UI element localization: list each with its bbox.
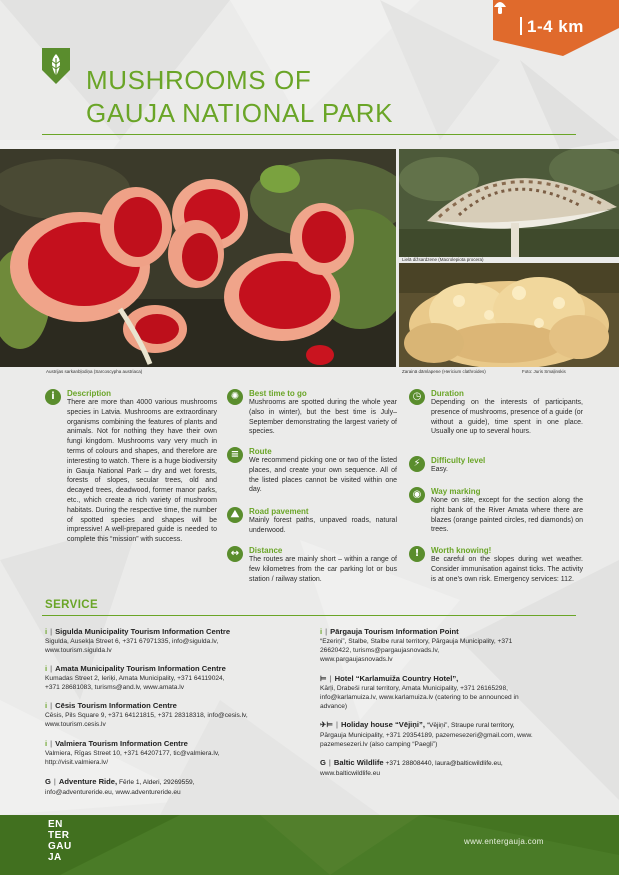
difficulty-icon: ⚡ <box>409 456 425 472</box>
service-inline-detail: +371 28808440, laura@balticwildlife.eu, <box>383 760 503 767</box>
difficulty-text: Easy. <box>431 466 448 473</box>
clock-icon: ◷ <box>409 389 425 405</box>
guide-icon: G <box>320 758 326 767</box>
service-line: Pārgauja Municipality, +371 29354189, pazemesezeri@gmail.com, www. <box>320 732 533 739</box>
hiker-bed-icon: ✈⊨ <box>320 720 333 729</box>
service-amata <box>45 664 315 692</box>
separator: | <box>325 627 328 636</box>
service-valmiera <box>45 739 315 767</box>
difficulty-title: Difficulty level <box>431 456 486 465</box>
bottom-right-photo-caption: Zarainā dāmlapene (Hericium clathroides) <box>402 369 486 374</box>
info-best-time <box>227 389 397 439</box>
logo-line: JA <box>48 852 62 863</box>
info-road-pavement <box>227 507 397 537</box>
service-name: Sigulda Municipality Tourism Information Centre <box>55 627 231 636</box>
guide-icon: G <box>45 777 51 786</box>
service-line: www.balticwildlife.eu <box>320 770 381 777</box>
enter-gauja-logo <box>48 819 72 863</box>
way-marking-text: None on site, except for the section along the right bank of the River Amata where there are blazes (orange painted circles, red diamonds) on trees. <box>431 497 583 534</box>
photo-scarlet-elf-cup <box>0 149 396 367</box>
info-point-icon: i <box>45 701 48 710</box>
service-line: Cēsis, Pils Square 9, +371 64121815, +371 28318318, info@cesis.lv, <box>45 712 248 719</box>
service-line: Valmiera, Rīgas Street 10, +371 64207177, tic@valmiera.lv, <box>45 750 220 757</box>
service-name: Hotel “Karlamuiža Country Hotel”, <box>334 674 459 683</box>
worth-knowing-title: Worth knowing! <box>431 546 492 555</box>
route-title: Route <box>249 447 272 456</box>
info-duration <box>409 389 583 449</box>
service-name: Holiday house “Vējiņi”, <box>340 720 425 729</box>
road-icon: ⛰ <box>227 507 243 523</box>
info-icon: i <box>45 389 61 405</box>
service-sigulda <box>45 627 315 655</box>
service-pargauja <box>320 627 580 664</box>
service-line: Sigulda, Ausekļa Street 6, +371 67971335, info@sigulda.lv, <box>45 638 219 645</box>
separator: | <box>329 674 332 683</box>
photo-coral-fungus <box>399 263 619 367</box>
footer <box>0 815 619 875</box>
service-line: 26620422, turisms@pargaujasnovads.lv, <box>320 647 440 654</box>
badge-label: 1-4 km <box>527 17 584 36</box>
route-icon: ≡ <box>227 447 243 463</box>
photo-credit: Foto: Juris Smaļinskis <box>522 369 566 374</box>
service-vejini <box>320 720 580 749</box>
info-worth-knowing <box>409 546 583 596</box>
service-line: Kārļi, Drabeši rural territory, Amata Municipality, +371 26165298, <box>320 685 508 692</box>
road-title: Road pavement <box>249 507 309 516</box>
service-name: Cēsis Tourism Information Centre <box>55 701 177 710</box>
service-divider <box>42 615 576 616</box>
main-photo-caption: Austrijas sarkanbļodiņa (Sarcoscypha austriaca) <box>46 369 143 374</box>
road-text: Mainly forest paths, unpaved roads, natural underwood. <box>249 517 397 534</box>
info-route <box>227 447 397 497</box>
service-line: http://visit.valmiera.lv/ <box>45 759 109 766</box>
service-inline-detail: Fērle 1, Alderi, 29269559, <box>117 779 195 786</box>
distance-text: The routes are mainly short – within a range of few kilometres from the car parking lot or bus station / railway station. <box>249 556 397 583</box>
service-line: www.pargaujasnovads.lv <box>320 656 393 663</box>
separator: | <box>328 758 331 767</box>
service-line: info@adventureride.eu, www.adventureride.eu <box>45 789 181 796</box>
service-name: Adventure Ride, <box>58 777 118 786</box>
marking-icon: ◉ <box>409 487 425 503</box>
separator: | <box>50 701 53 710</box>
badge-separator <box>520 17 522 35</box>
distance-title: Distance <box>249 546 283 555</box>
info-point-icon: i <box>45 627 48 636</box>
service-line: pazemesezeri.lv (also camping “Paegļi”) <box>320 741 438 748</box>
logo-line: GAU <box>48 841 72 852</box>
way-marking-title: Way marking <box>431 487 481 496</box>
info-point-icon: i <box>45 739 48 748</box>
service-heading: SERVICE <box>45 599 99 611</box>
worth-knowing-text: Be careful on the slopes during wet weather. Consider immunisation against ticks. The activity is at one’s own risk. Emergency services: 112. <box>431 556 583 583</box>
distance-badge <box>493 0 619 56</box>
info-description <box>45 389 217 579</box>
separator: | <box>50 739 53 748</box>
info-point-icon: i <box>45 664 48 673</box>
best-time-text: Mushrooms are spotted during the whole year (also in winter), but the best time is July–September demonstrating the largest variety of species. <box>249 399 397 436</box>
title-divider <box>42 134 576 135</box>
separator: | <box>53 777 56 786</box>
service-adventure-ride <box>45 777 315 797</box>
info-difficulty <box>409 456 579 480</box>
bed-icon: ⊨ <box>320 674 327 683</box>
website-link[interactable]: www.entergauja.com <box>464 837 544 846</box>
service-line: “Ezeriņi”, Stalbe, Stalbe rural territory, Pārgauja Municipality, +371 <box>320 638 513 645</box>
route-text: We recommend picking one or two of the listed places, and create your own sequence. All of the listed places cannot be visited within one day. <box>249 457 397 494</box>
separator: | <box>335 720 338 729</box>
service-line: www.tourism.sigulda.lv <box>45 647 112 654</box>
separator: | <box>50 627 53 636</box>
service-cesis <box>45 701 315 729</box>
service-line: advance) <box>320 703 348 710</box>
separator: | <box>50 664 53 673</box>
service-name: Pārgauja Tourism Information Point <box>330 627 459 636</box>
distance-icon: ↔ <box>227 546 243 562</box>
leaf-shield-icon <box>40 46 72 86</box>
service-name: Valmiera Tourism Information Centre <box>55 739 188 748</box>
description-text: There are more than 4000 various mushrooms species in Latvia. Mushrooms are extraordinary organisms combining the features of plants and animals. Not for nothing they have their own fungi kingdom. Mushrooms vary very much in terms of colours and shapes, and therefore are interesting to watch. There is a huge biodiversity in Gauja National Park – dry and wet forests, forests of slopes, secular trees, old and decayed trees, deadwood, former manor parks, etc., which create a rich variety of mushroom habitats. During the respective time, the number of spotted species and shapes will be impressive! A well-prepared guide is needed to complete this “mission” with success. <box>67 399 217 544</box>
info-way-marking <box>409 487 583 537</box>
title-line-1: MUSHROOMS OF <box>86 65 312 95</box>
duration-title: Duration <box>431 389 464 398</box>
service-line: Kumadas Street 2, Ieriķi, Amata Municipality, +371 64119024, <box>45 675 225 682</box>
info-distance <box>227 546 397 596</box>
service-name: Amata Municipality Tourism Information Centre <box>55 664 226 673</box>
best-time-title: Best time to go <box>249 389 307 398</box>
duration-text: Depending on the interests of participants, presence of mushrooms, presence of a guide (or without a guide), time spent in one place. Usually one up to several hours. <box>431 399 583 436</box>
sun-icon: ✺ <box>227 389 243 405</box>
page-title <box>86 64 506 130</box>
service-line: www.tourism.cesis.lv <box>45 721 106 728</box>
service-inline-detail: “Vējiņi”, Straupe rural territory, <box>424 722 515 729</box>
service-karlamuiza <box>320 674 580 711</box>
photo-parasol-mushroom <box>399 149 619 257</box>
title-line-2: GAUJA NATIONAL PARK <box>86 98 394 128</box>
info-point-icon: i <box>320 627 323 636</box>
service-baltic-wildlife <box>320 758 580 778</box>
description-title: Description <box>67 389 112 398</box>
logo-line: TER <box>48 830 70 841</box>
service-line: +371 28681083, turisms@and.lv, www.amata.lv <box>45 684 185 691</box>
logo-line: EN <box>48 819 63 830</box>
mushroom-icon <box>493 0 507 16</box>
warning-icon: ! <box>409 546 425 562</box>
top-right-photo-caption: Lielā dižsardzene (Macrolepiota procera) <box>402 257 484 262</box>
service-name: Baltic Wildlife <box>333 758 384 767</box>
service-line: info@karlamuiza.lv, www.karlamuiza.lv (catering to be announced in <box>320 694 519 701</box>
